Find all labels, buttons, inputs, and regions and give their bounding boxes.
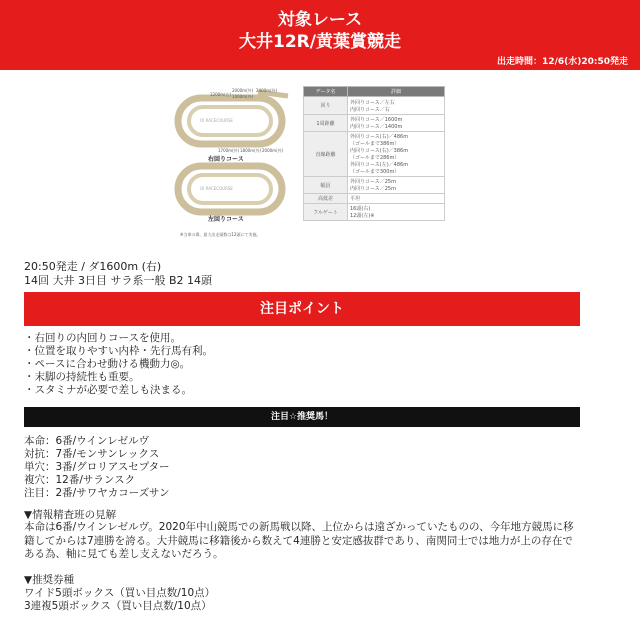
list-item: 複穴：12番/サランスク: [24, 474, 136, 486]
watermark-bottom: OI RACECOURSE: [200, 186, 233, 191]
table-row: フルゲート 16頭(右) 12頭(左)※: [304, 204, 445, 221]
table-row: 幅員 外回りコース／25m 内回りコース／25m: [304, 177, 445, 194]
table-row: 高低差 平坦: [304, 194, 445, 204]
distance-label: 2400m(外): [256, 88, 278, 93]
distance-label: 1800m(外): [240, 148, 262, 153]
left-course-label: 左回りコース: [208, 216, 244, 223]
focus-list: [24, 332, 213, 397]
focus-heading: 注目ポイント: [24, 292, 580, 326]
race-info-line: 14回 大井 3日目 サラ系一般 B2 14頭: [24, 274, 213, 287]
tickets-heading: ▼推奨券種: [24, 574, 75, 586]
banner-label: 対象レース: [277, 10, 363, 30]
list-item: ・末脚の持続性も重要。: [24, 371, 140, 383]
list-item: ・スタミナが必要で差しも決まる。: [24, 384, 192, 396]
list-item: 対抗：7番/モンサンレックス: [24, 448, 160, 460]
right-course-label: 右回りコース: [208, 156, 244, 163]
watermark-top: OI RACECOURSE: [200, 118, 233, 123]
table-row: 1周距離 外回りコース／1600m 内回りコース／1400m: [304, 115, 445, 132]
table-row: 直線距離 外回りコース(右)／486m （ゴールまで386m） 内回りコース(右)／386m （ゴールまで286m） 外回りコース(左)／486m （ゴールまで300m）: [304, 132, 445, 177]
distance-label: 1200m(右): [210, 92, 232, 97]
course-spec-table: [303, 86, 445, 221]
list-item: ・ペースに合わせ動ける機動力◎。: [24, 358, 191, 370]
list-item: ・位置を取りやすい内枠・先行馬有利。: [24, 345, 213, 357]
table-header: データ名: [304, 87, 348, 97]
table-row: 回り 外回りコース／左右 内回りコース／右: [304, 97, 445, 115]
course-note: ※当車の場、最大出走頭数は12頭にて実施。: [180, 232, 261, 237]
distance-label: 2000m(外): [232, 88, 254, 93]
race-title: 大井12R/黄葉賞競走: [239, 32, 401, 52]
analysis-heading: ▼情報精査班の見解: [24, 509, 117, 521]
post-time: 出走時間：12/6(水)20:50発走: [497, 57, 628, 67]
list-item: 本命：6番/ウインレゼルヴ: [24, 435, 150, 447]
header-banner: [0, 0, 640, 70]
ticket-item: ワイド5頭ボックス（買い目点数/10点）: [24, 587, 216, 599]
table-header: 詳細: [348, 87, 445, 97]
ticket-item: 3連複5頭ボックス（買い目点数/10点）: [24, 600, 212, 612]
race-info-line: 20:50発走 / ダ1600m (右): [24, 260, 162, 273]
distance-label: 1700m(外): [218, 148, 240, 153]
list-item: ・右回りの内回りコースを使用。: [24, 332, 181, 344]
distance-label: 2000m(外): [262, 148, 284, 153]
course-diagram: [160, 86, 300, 246]
pick-list: [24, 435, 170, 500]
analysis-body: 本命は6番/ウインレゼルヴ。2020年中山競馬での新馬戦以降、上位からは遠ざかっていたものの、今年地方競馬に移籍してからは7連勝を誇る。大井競馬に移籍後から数えて4連勝と安定感抜群であり、南関同士では地力が上の存在である為、軸に見ても差し支えないだろう。: [24, 521, 574, 560]
recommend-heading: 注目☆推奨馬！: [24, 407, 580, 427]
distance-label: 1000m(外): [232, 94, 254, 99]
list-item: 注目：2番/サワヤカコーズサン: [24, 487, 170, 499]
list-item: 単穴：3番/グロリアスセプター: [24, 461, 170, 473]
